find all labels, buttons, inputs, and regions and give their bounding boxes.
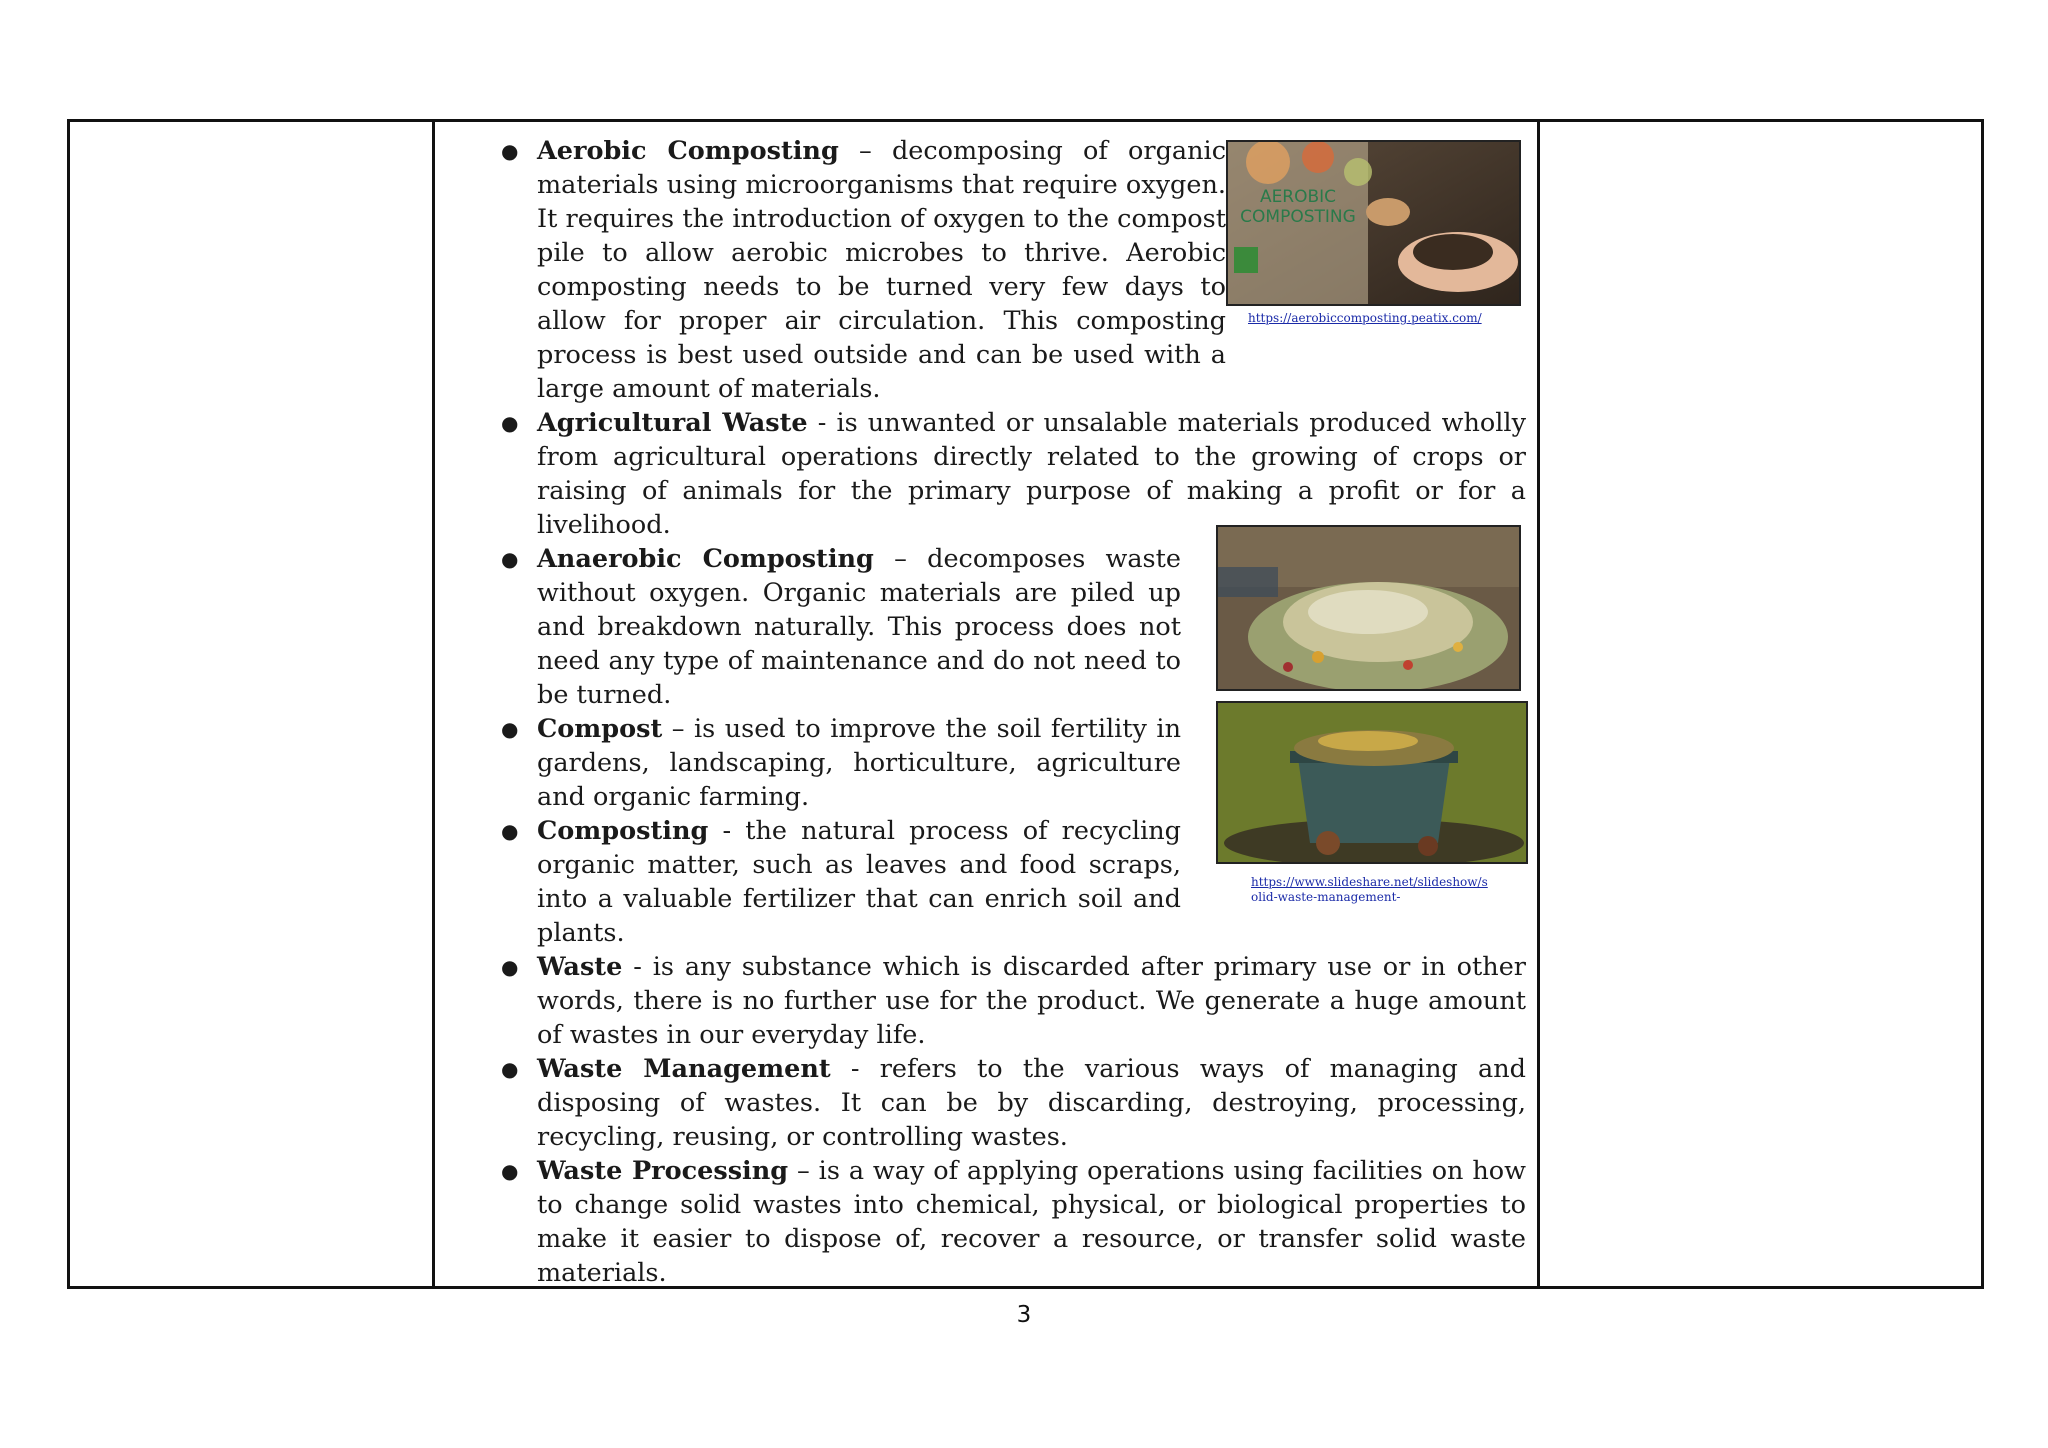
term: Waste Management <box>537 1054 831 1084</box>
table-middle-column <box>435 122 1540 1286</box>
term: Compost <box>537 714 663 744</box>
term: Waste <box>537 952 623 982</box>
slideshare-link-line2[interactable]: olid-waste-management- <box>1251 890 1401 904</box>
compost-soil-illustration <box>1228 142 1521 306</box>
definition: – decomposes waste without oxygen. Organic materials are piled up and breakdown naturally. This process does not need any type of maintenance and do not need to be turned. <box>537 544 1181 710</box>
definition: – decomposing of organic materials using microorganisms that require oxygen. It requires the introduction of oxygen to the compost pile to allow aerobic microbes to thrive. Aerobic composting needs to be turned very few days to allow for proper air circulation. This composting process is best used outside and can be used with a large amount of materials. <box>537 136 1226 404</box>
glossary-entry-agricultural-waste <box>499 406 1526 542</box>
definition: - is unwanted or unsalable materials produced wholly from agricultural operations directly related to the growing of crops or raising of animals for the primary purpose of making a profit or for a livelihood. <box>537 408 1526 540</box>
term: Agricultural Waste <box>537 408 808 438</box>
aerobic-image-link[interactable]: https://aerobiccomposting.peatix.com/ <box>1248 311 1482 325</box>
bullet: ● <box>501 1057 519 1081</box>
bullet: ● <box>501 547 519 571</box>
term: Aerobic Composting <box>537 136 839 166</box>
definition: – is used to improve the soil fertility in gardens, landscaping, horticulture, agriculture and organic farming. <box>537 714 1181 812</box>
definition: – is a way of applying operations using facilities on how to change solid wastes into chemical, physical, or biological properties to make it easier to dispose of, recover a resource, or transfer solid waste materials. <box>537 1156 1526 1288</box>
image-title-line2: COMPOSTING <box>1240 207 1356 227</box>
bullet: ● <box>501 955 519 979</box>
glossary-entry-waste-processing <box>499 1154 1526 1290</box>
image-title-line1: AEROBIC <box>1259 187 1337 207</box>
aerobic-composting-image <box>1226 140 1521 306</box>
term: Anaerobic Composting <box>537 544 874 574</box>
bullet: ● <box>501 411 519 435</box>
compost-pile-illustration <box>1218 527 1521 691</box>
table-left-column <box>70 122 435 1286</box>
bullet: ● <box>501 819 519 843</box>
bullet: ● <box>501 139 519 163</box>
bullet: ● <box>501 717 519 741</box>
definition: - is any substance which is discarded after primary use or in other words, there is no further use for the product. We generate a huge amount of wastes in our everyday life. <box>537 952 1526 1050</box>
glossary-entry-waste <box>499 950 1526 1052</box>
compost-bin-image <box>1216 701 1528 864</box>
glossary-table <box>67 119 1984 1289</box>
definition: - the natural process of recycling organic matter, such as leaves and food scraps, into a valuable fertilizer that can enrich soil and plants. <box>537 816 1181 948</box>
table-right-column <box>1540 122 1981 1286</box>
definition: - refers to the various ways of managing and disposing of wastes. It can be by discarding, destroying, processing, recycling, reusing, or controlling wastes. <box>537 1054 1526 1152</box>
bullet: ● <box>501 1159 519 1183</box>
compost-bin-illustration <box>1218 703 1528 864</box>
compost-pile-image <box>1216 525 1521 691</box>
term: Waste Processing <box>537 1156 789 1186</box>
page-number: 3 <box>1016 1302 1032 1328</box>
glossary-entry-waste-management <box>499 1052 1526 1154</box>
term: Composting <box>537 816 709 846</box>
slideshare-link-line1[interactable]: https://www.slideshare.net/slideshow/s <box>1251 875 1488 889</box>
